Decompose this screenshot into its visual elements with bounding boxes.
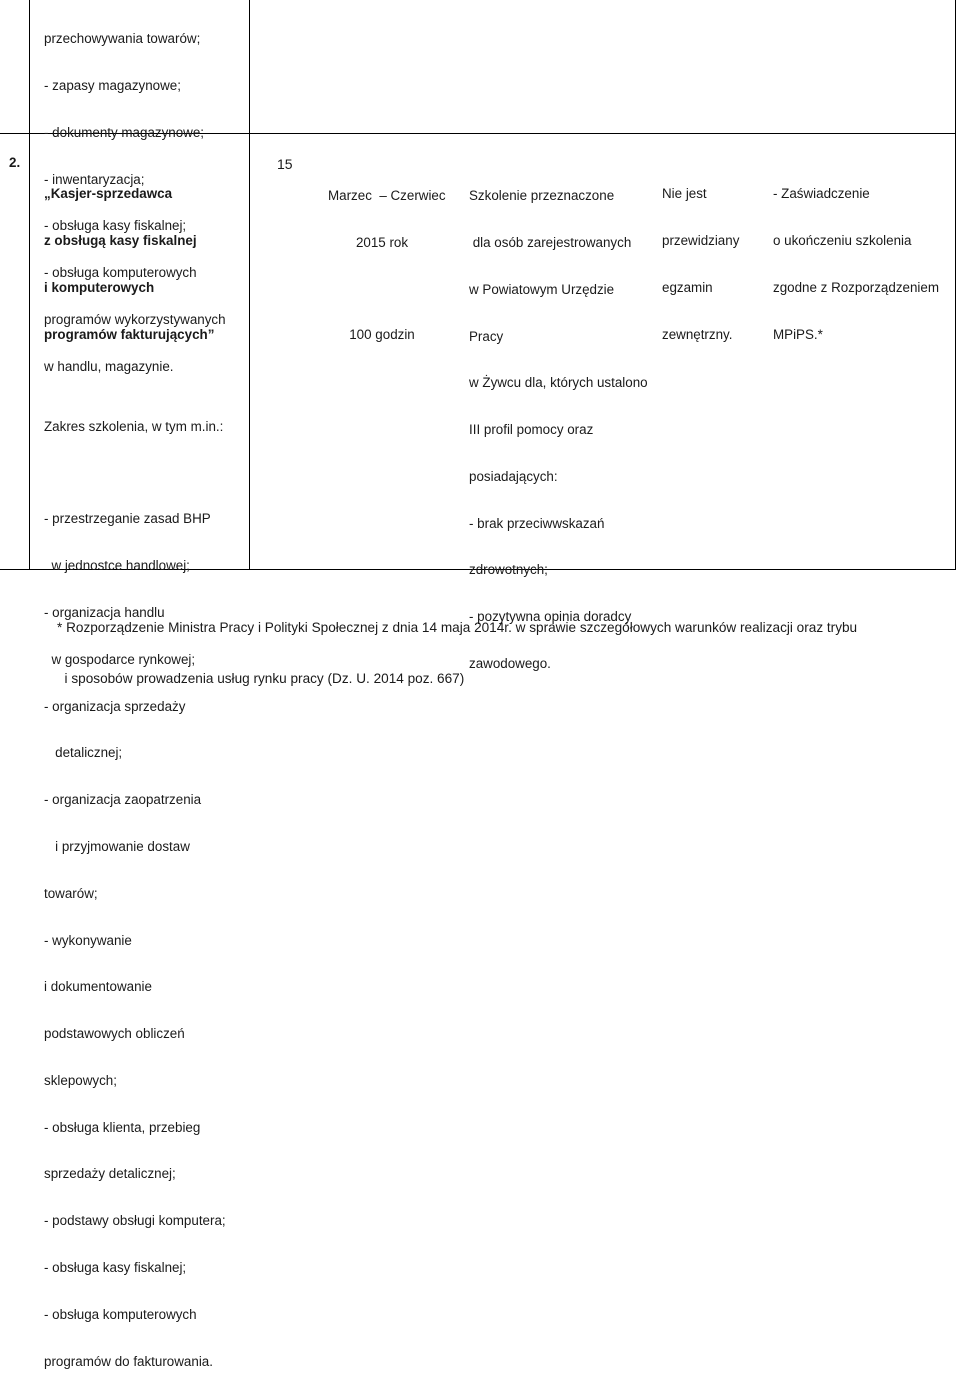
footnote-line: * Rozporządzenie Ministra Pracy i Polityki Społecznej z dnia 14 maja 2014r. w sprawie szczegółowych warunków realizacji oraz trybu (57, 620, 858, 635)
period-cell (328, 157, 446, 358)
scope-item: - podstawy obsługi komputera; (44, 1213, 226, 1229)
hours-value: 100 godzin (349, 326, 415, 342)
target-line: zdrowotnych; (469, 562, 548, 578)
course-title-line: i komputerowych (44, 279, 155, 295)
text-line: - zapasy magazynowe; (44, 77, 181, 93)
table-border-left (29, 0, 30, 570)
target-line: w Żywcu dla, których ustalono (469, 375, 648, 391)
scope-item: - organizacja sprzedaży (44, 698, 186, 714)
column-divider-1 (249, 0, 250, 570)
scope-item: i przyjmowanie dostaw (44, 838, 190, 854)
period-line: Marzec – Czerwiec (328, 188, 446, 204)
certificate-line: - Zaświadczenie (773, 186, 870, 202)
text-line: - obsługa komputerowych (44, 265, 197, 281)
scope-item: w jednostce handlowej; (44, 558, 190, 574)
target-line: - brak przeciwwskazań (469, 515, 605, 531)
text-line: programów wykorzystywanych (44, 311, 226, 327)
column-divider-2 (955, 0, 956, 570)
scope-item: - wykonywanie (44, 932, 132, 948)
text-line: - inwentaryzacja; (44, 171, 145, 187)
scope-item: - obsługa klienta, przebieg (44, 1119, 201, 1135)
scope-heading: Zakres szkolenia, w tym m.in.: (44, 418, 224, 434)
target-line: w Powiatowym Urzędzie (469, 281, 615, 297)
scope-item: i dokumentowanie (44, 979, 152, 995)
scope-item: - organizacja handlu (44, 605, 165, 621)
text-line: w handlu, magazynie. (44, 358, 174, 374)
scope-item: detalicznej; (44, 745, 123, 761)
course-title-line: programów fakturujących” (44, 326, 215, 342)
column-divider-lp (0, 0, 1, 570)
text-line: - dokumenty magazynowe; (44, 124, 205, 140)
exam-cell (662, 155, 739, 358)
exam-line: egzamin (662, 279, 713, 295)
text-line: przechowywania towarów; (44, 31, 201, 47)
text-line: - obsługa kasy fiskalnej; (44, 218, 187, 234)
scope-item: - obsługa kasy fiskalnej; (44, 1259, 187, 1275)
exam-line: zewnętrzny. (662, 326, 733, 342)
scope-item: programów do fakturowania. (44, 1353, 213, 1369)
target-line: Pracy (469, 328, 504, 344)
certificate-cell (773, 155, 939, 358)
target-line: Szkolenie przeznaczone (469, 188, 615, 204)
course-cell (44, 155, 226, 1385)
exam-line: Nie jest (662, 186, 707, 202)
participant-count: 15 (277, 156, 293, 172)
scope-item: podstawowych obliczeń (44, 1026, 185, 1042)
target-line: posiadających: (469, 468, 558, 484)
scope-item: towarów; (44, 885, 98, 901)
target-line: zawodowego. (469, 656, 551, 671)
certificate-line: zgodne z Rozporządzeniem (773, 279, 939, 295)
course-title-line: „Kasjer-sprzedawca (44, 186, 173, 202)
period-line: 2015 rok (355, 234, 409, 250)
footnote (57, 585, 857, 704)
scope-item: sprzedaży detalicznej; (44, 1166, 176, 1182)
target-line: - pozytywna opinia doradcy (469, 609, 632, 625)
certificate-line: MPiPS.* (773, 326, 823, 342)
certificate-line: o ukończeniu szkolenia (773, 232, 912, 248)
target-line: III profil pomocy oraz (469, 422, 594, 438)
scope-item: - przestrzeganie zasad BHP (44, 511, 211, 527)
footnote-line: i sposobów prowadzenia usług rynku pracy (Dz. U. 2014 poz. 667) (57, 671, 465, 686)
target-line: dla osób zarejestrowanych (469, 234, 632, 250)
course-title-line: z obsługą kasy fiskalnej (44, 232, 197, 248)
scope-item: - obsługa komputerowych (44, 1306, 197, 1322)
scope-item: sklepowych; (44, 1072, 117, 1088)
exam-line: przewidziany (662, 232, 740, 248)
scope-item: - organizacja zaopatrzenia (44, 792, 202, 808)
scope-item: w gospodarce rynkowej; (44, 651, 196, 667)
row-number: 2. (9, 155, 21, 170)
